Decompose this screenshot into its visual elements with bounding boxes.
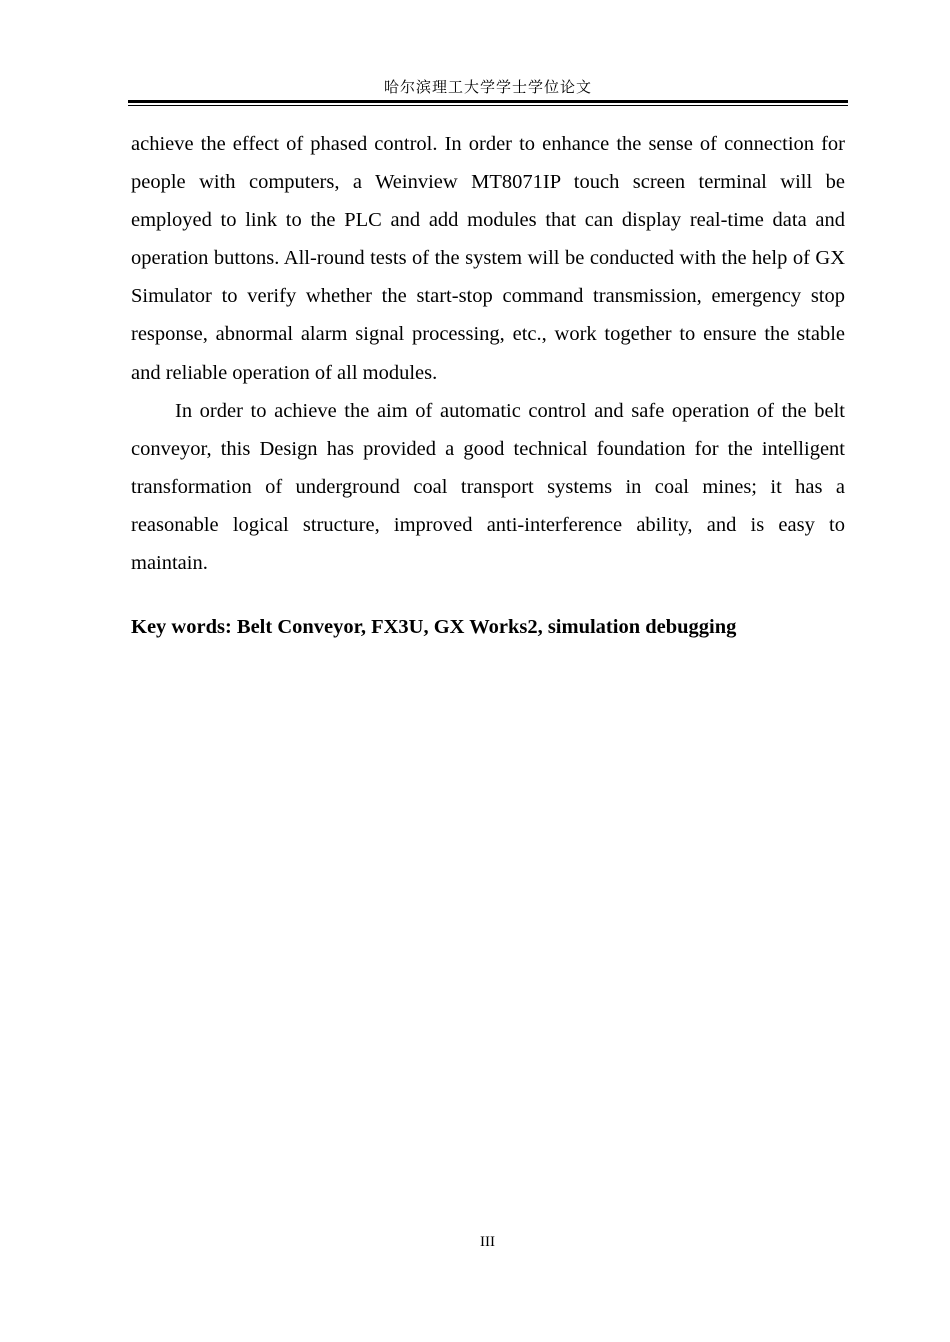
abstract-paragraph-conclusion: In order to achieve the aim of automatic control and safe operation of the belt conveyor, this Design has provided a good technical foundation for the intelligent transformation of underground coal transport systems in coal mines; it has a reasonable logical structure, improved anti-interference ability, and is easy to maintain. xyxy=(131,399,845,575)
running-header: 哈尔滨理工大学学士学位论文 xyxy=(383,80,592,96)
header-rule-thin xyxy=(128,105,848,106)
page-number: III xyxy=(480,1234,495,1250)
abstract-body xyxy=(131,125,845,582)
keywords-line: Key words: Belt Conveyor, FX3U, GX Works2, simulation debugging xyxy=(131,616,737,638)
header-rule-thick xyxy=(128,100,848,103)
abstract-paragraph-continued: achieve the effect of phased control. In order to enhance the sense of connection for people with computers, a Weinview MT8071IP touch screen terminal will be employed to link to the PLC and add modules that can display real-time data and operation buttons. All-round tests of the system will be conducted with the help of GX Simulator to verify whether the start-stop command transmission, emergency stop response, abnormal alarm signal processing, etc., work together to ensure the stable and reliable operation of all modules. xyxy=(131,133,845,384)
